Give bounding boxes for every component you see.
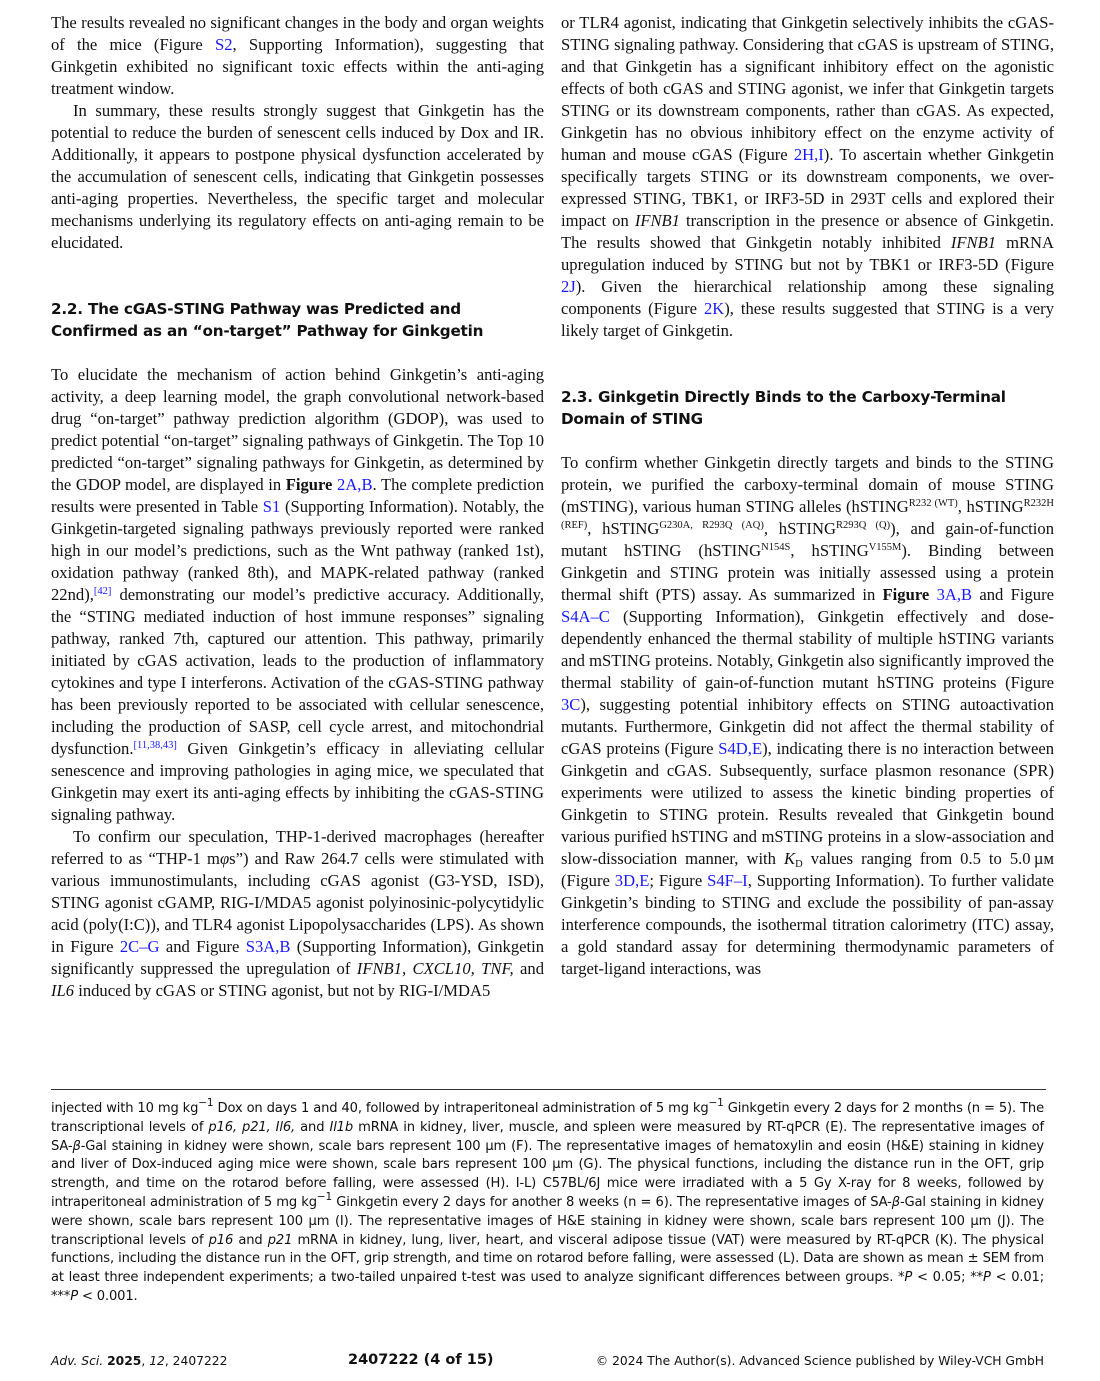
- superscript: V155M: [868, 542, 902, 553]
- subscript: D: [795, 859, 803, 870]
- paragraph-binding-assays: To confirm whether Ginkgetin directly targets and binds to the STING protein, we purified the carboxy-terminal domain of mouse STING (mSTING), various human STING alleles (hSTING$^{R232 (WT)}$, hSTING$^{R232H (REF)}$, hSTING$^{G230A, R293Q (AQ)}$, hSTING$^{R293Q (Q)}$), and gain-of-function mutant hSTING (hSTING$^{N154S}$, hSTING$^{V155M}$). Binding between Ginkgetin and STING protein was initially assessed using a protein thermal shift (PTS) assay. As summarized in Figure 3A,B and Figure S4A–C (Supporting Information), Ginkgetin effectively and dose-dependently enhanced the thermal stability of multiple hSTING variants and mSTING proteins. Notably, Ginkgetin also significantly improved the thermal stability of gain-of-function mutant hSTING proteins (Figure 3C), suggesting potential inhibitory effects on STING autoactivation mutants. Furthermore, Ginkgetin did not affect the thermal stability of cGAS proteins (Figure S4D,E), indicating there is no interaction between Ginkgetin and cGAS. Subsequently, surface plasmon resonance (SPR) experiments were utilized to assess the kinetic binding properties of Ginkgetin to STING protein. Results revealed that Ginkgetin bound various purified hSTING and mSTING proteins in a slow-association and slow-dissociation manner, with $K_D$ values ranging from 0.5 to 5.0 µм (Figure 3D,E; Figure S4F–I, Supporting Information). To further validate Ginkgetin’s binding to STING and exclude the possibility of pan-assay interference compounds, the isothermal titration calorimetry (ITC) assay, a gold standard assay for determining thermodynamic parameters of target-ligand interactions, was: [561, 453, 1055, 978]
- separator: ,: [164, 1354, 173, 1368]
- figure-reference-link[interactable]: S4A–C: [561, 607, 610, 626]
- italic-term: Il1b: [329, 1119, 354, 1135]
- italic-term: IFNB1: [950, 233, 997, 252]
- superscript: R232 (WT): [908, 498, 958, 509]
- journal-year: 2025: [107, 1354, 142, 1368]
- spacer: [561, 342, 1054, 386]
- figure-reference-link[interactable]: 3C: [561, 695, 581, 714]
- journal-citation: [51, 1354, 227, 1368]
- figure-reference-link[interactable]: 2A,B: [337, 475, 373, 494]
- journal-volume: 12: [149, 1354, 165, 1368]
- figure-reference-link[interactable]: 2J: [561, 277, 576, 296]
- left-column: [51, 12, 544, 1002]
- spacer: [561, 430, 1054, 452]
- figure-reference-link[interactable]: 2K: [703, 299, 725, 318]
- superscript: −1: [316, 1190, 333, 1203]
- figure-reference-link[interactable]: 2C–G: [119, 937, 160, 956]
- right-column: [561, 12, 1054, 980]
- italic-term: p16: [208, 1232, 234, 1248]
- italic-term: IFNB1, CXCL10, TNF,: [356, 959, 514, 978]
- figure-reference-link[interactable]: 2H,I: [793, 145, 824, 164]
- journal-article-id: 2407222: [172, 1354, 228, 1368]
- superscript: G230A, R293Q (AQ): [659, 520, 764, 531]
- citation: [94, 586, 112, 597]
- page-footer: [51, 1352, 1044, 1372]
- figure-reference-link[interactable]: S1: [262, 497, 281, 516]
- superscript: −1: [708, 1097, 724, 1109]
- italic-term: P: [70, 1288, 78, 1304]
- figure-reference-link[interactable]: 3D,E: [614, 871, 650, 890]
- figure-reference-link[interactable]: S4D,E: [718, 739, 763, 758]
- figure-reference-link[interactable]: S2: [214, 35, 233, 54]
- paragraph-toxicity: The results revealed no significant changes in the body and organ weights of the mice (Figure S2, Supporting Information), suggesting that Ginkgetin exhibited no significant toxic effects within the anti-aging treatment window.: [51, 13, 544, 98]
- paragraph-summary: In summary, these results strongly suggest that Ginkgetin has the potential to reduce the burden of senescent cells induced by Dox and IR. Additionally, it appears to postpone physical dysfunction accelerated by the accumulation of senescent cells, indicating that Ginkgetin possesses anti-aging properties. Nevertheless, the specific target and molecular mechanisms underlying its regulatory effects on anti-aging remain to be elucidated.: [51, 101, 544, 252]
- citation: [134, 740, 177, 751]
- figure-caption: [51, 1097, 1045, 1307]
- paragraph-immunostimulants: To confirm our speculation, THP-1-derived macrophages (hereafter referred to as “THP-1 mφs”) and Raw 264.7 cells were stimulated with various immunostimulants, including cGAS agonist (G3-YSD, ISD), STING agonist cGAMP, RIG-I/MDA5 agonist polyinosinic-polycytidylic acid (poly(I:C)), and TLR4 agonist Lipopolysaccharides (LPS). As shown in Figure 2C–G and Figure S3A,B (Supporting Information), Ginkgetin significantly suppressed the upregulation of IFNB1, CXCL10, TNF, and IL6 induced by cGAS or STING agonist, but not by RIG-I/MDA5: [51, 827, 545, 1000]
- italic-term: K: [784, 849, 796, 868]
- citation-link[interactable]: [42]: [93, 586, 112, 597]
- spacer: [51, 342, 544, 364]
- separator: ,: [141, 1354, 150, 1368]
- figure-reference-link[interactable]: 3A,B: [936, 585, 973, 604]
- superscript: N154S: [761, 542, 791, 553]
- figure-caption-text: injected with 10 mg $kg^{-1}$ Dox on days 1 and 40, followed by intraperitoneal administration of 5 mg $kg^{-1}$ Ginkgetin every 2 days for 2 months (n = 5). The transcriptional levels of p16, p21, Il6, and Il1b mRNA in kidney, liver, muscle, and spleen were measured by RT-qPCR (E). The representative images of SA-β-Gal staining in kidney were shown, scale bars represent 100 µm (F). The representative images of hematoxylin and eosin (H&E) staining in kidney and liver of Dox-induced aging mice were shown, scale bars represent 100 µm (G). The physical functions, including the distance run in the OFT, grip strength, and time on the rotarod before falling, were assessed (H). I-L) C57BL/6J mice were irradiated with a 5 Gy X-ray for 8 weeks, followed by intraperitoneal administration of 5 mg $kg^{-1}$ Ginkgetin every 2 days for another 8 weeks (n = 6). The representative images of SA-β-Gal staining in kidney were shown, scale bars represent 100 µm (I). The representative images of H&E staining in kidney were shown, scale bars represent 100 µm (J). The transcriptional levels of p16 and p21 mRNA in kidney, lung, liver, heart, and visceral adipose tissue (VAT) were measured by RT-qPCR (K). The physical functions, including the distance run in the OFT, grip strength, and time on rotarod before falling, were assessed (L). Data are shown as mean ± SEM from at least three independent experiments; a two-tailed unpaired t-test was used to analyze significant differences between groups. *P < 0.05; **P < 0.01; ***P < 0.001.: [51, 1097, 1045, 1304]
- figure-reference-link[interactable]: S4F–I: [707, 871, 748, 890]
- italic-term: φ: [219, 849, 230, 868]
- superscript: R232H (REF): [561, 498, 1054, 531]
- superscript: R293Q (Q): [835, 520, 891, 531]
- journal-abbrev: Adv. Sci.: [51, 1354, 104, 1368]
- italic-term: β: [72, 1138, 81, 1154]
- italic-term: P: [983, 1270, 991, 1286]
- superscript: −1: [198, 1097, 214, 1109]
- citation-link[interactable]: [11,38,43]: [133, 740, 177, 751]
- copyright-notice: © 2024 The Author(s). Advanced Science published by Wiley-VCH GmbH: [595, 1354, 1044, 1368]
- italic-term: p21: [267, 1232, 293, 1248]
- caption-divider: [51, 1089, 1046, 1090]
- italic-term: β: [891, 1194, 900, 1210]
- section-heading-2-3: 2.3. Ginkgetin Directly Binds to the Carboxy-Terminal Domain of STING: [561, 388, 1006, 428]
- spacer: [51, 254, 544, 298]
- italic-term: IL6: [51, 981, 75, 1000]
- section-heading-2-2: 2.2. The cGAS-STING Pathway was Predicted and Confirmed as an “on-target” Pathway for Ginkgetin: [51, 300, 484, 340]
- bold-term: Figure: [882, 585, 930, 604]
- paragraph-sting-target: or TLR4 agonist, indicating that Ginkgetin selectively inhibits the cGAS-STING signaling pathway. Considering that cGAS is upstream of STING, and that Ginkgetin has a significant inhibitory effect on the agonistic effects of both cGAS and STING agonist, we infer that Ginkgetin targets STING or its downstream components, rather than cGAS. As expected, Ginkgetin has no obvious inhibitory effect on the enzyme activity of human and mouse cGAS (Figure 2H,I). To ascertain whether Ginkgetin specifically targets STING or its downstream components, we over-expressed STING, TBK1, or IRF3-5D in 293T cells and explored their impact on IFNB1 transcription in the presence or absence of Ginkgetin. The results showed that Ginkgetin notably inhibited IFNB1 mRNA upregulation induced by STING but not by TBK1 or IRF3-5D (Figure 2J). Given the hierarchical relationship among these signaling components (Figure 2K), these results suggested that STING is a very likely target of Ginkgetin.: [561, 13, 1055, 340]
- page-number: 2407222 (4 of 15): [348, 1352, 494, 1368]
- italic-term: P: [904, 1270, 913, 1286]
- italic-term: p16, p21, Il6,: [208, 1119, 296, 1135]
- italic-term: IFNB1: [634, 211, 680, 230]
- figure-reference-link[interactable]: S3A,B: [245, 937, 291, 956]
- paragraph-gdop-prediction: To elucidate the mechanism of action behind Ginkgetin’s anti-aging activity, a deep learning model, the graph convolutional network-based drug “on-target” pathway prediction algorithm (GDOP), was used to predict potential “on-target” signaling pathways of Ginkgetin. The Top 10 predicted “on-target” signaling pathways for Ginkgetin, as determined by the GDOP model, are displayed in Figure 2A,B. The complete prediction results were presented in Table S1 (Supporting Information). Notably, the Ginkgetin-targeted signaling pathways previously reported were ranked high in our model’s predictions, such as the Wnt pathway (ranked 1st), oxidation pathway (ranked 8th), and MAPK-related pathway (ranked 22nd),[42] demonstrating our model’s predictive accuracy. Additionally, the “STING mediated induction of host immune responses” signaling pathway, ranked 7th, captured our attention. This pathway, primarily initiated by cGAS activation, leads to the production of inflammatory cytokines and type I interferons. Activation of the cGAS-STING pathway has been previously reported to be associated with cellular senescence, including the production of SASP, cell cycle arrest, and mitochondrial dysfunction.[11,38,43] Given Ginkgetin’s efficacy in alleviating cellular senescence and improving pathologies in aging mice, we speculated that Ginkgetin may exert its anti-aging effects by inhibiting the cGAS-STING signaling pathway.: [51, 365, 544, 824]
- bold-term: Figure: [285, 475, 333, 494]
